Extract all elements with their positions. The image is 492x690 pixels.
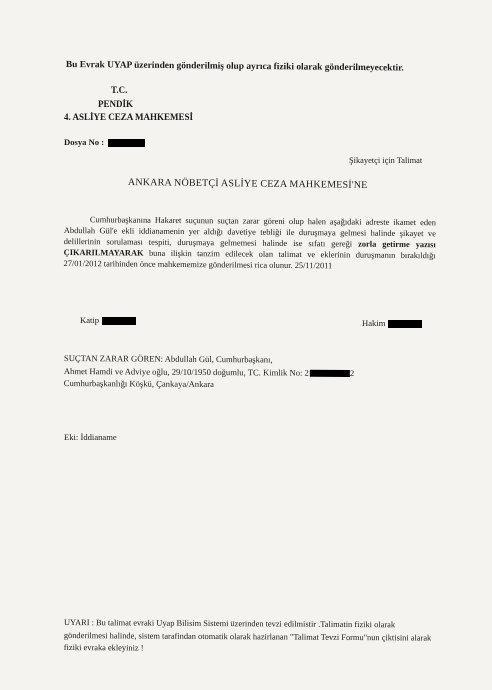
body-text-bold: zorla getirme yazısı ÇIKARILMAYARAK (63, 239, 436, 258)
judge-signature (362, 318, 422, 328)
uyap-warning: UYARI : Bu talimat evraki Uyap Bilisim Sistemi üzerinden tevzi edilmistir .Talimatin fiziki olarak gönderilmesi halinde, sistem tarafindan otomatik olarak hazirlanan "Talimat Tevzi Formu"nun çiktisini alarak fiziki evraka ekleyiniz ! (63, 618, 432, 653)
body-text-2: buna ilişkin tanzim edilecek olan talimat ve eklerinin duruşmanın bırakıldığı 27/01/2012 tarihinden önce mahkememize gönderilmesi rica olunur. 25/11/2011 (63, 248, 436, 271)
victim-line-3: Cumhurbaşkanlığı Köşkü, Çankaya/Ankara (63, 377, 214, 390)
victim-line-1: SUÇTAN ZARAR GÖREN: Abdullah Gül, Cumhurbaşkanı, (63, 352, 273, 365)
redaction-bar (310, 370, 350, 377)
instruction-type: Şikayetçi için Talimat (349, 156, 423, 165)
redaction-bar (102, 317, 136, 325)
attachment-line: Eki: İddianame (64, 432, 117, 442)
case-number-label: Dosya No : (64, 137, 105, 147)
uyap-notice: Bu Evrak UYAP üzerinden gönderilmiş olup ayrıca fiziki olarak gönderilmeyecektir. (65, 60, 404, 74)
clerk-signature (80, 315, 136, 325)
redaction-bar (388, 320, 422, 328)
addressee-court: ANKARA NÖBETÇİ ASLİYE CEZA MAHKEMESİ'NE (127, 177, 368, 191)
case-number-line (64, 137, 145, 147)
header-city: PENDİK (98, 99, 134, 109)
body-paragraph (64, 214, 436, 272)
victim-id-prefix: Ahmet Hamdi ve Adviye oğlu, 29/10/1950 doğumlu, TC. Kimlik No: 2 (63, 365, 309, 378)
clerk-label: Katip (80, 315, 100, 325)
header-court: 4. ASLİYE CEZA MAHKEMESİ (64, 112, 194, 122)
judge-label: Hakim (362, 318, 386, 328)
redaction-bar (108, 139, 145, 147)
victim-id-suffix: 2 (349, 367, 355, 378)
victim-info (64, 352, 355, 392)
header-tc: T.C. (111, 85, 128, 95)
body-text-1: Cumhurbaşkanına Hakaret suçunun suçtan zarar göreni olup halen aşağıdaki adreste ikamet eden Abdullah Gül'e ekli iddianamenin yer aldığı davetiye tebliği ile duruşmaya gelmesi halinde şikayet ve delillerinin sorulaması tespiti, duruşmaya gelmemesi halinde ise sıfatı gereği (63, 215, 436, 249)
